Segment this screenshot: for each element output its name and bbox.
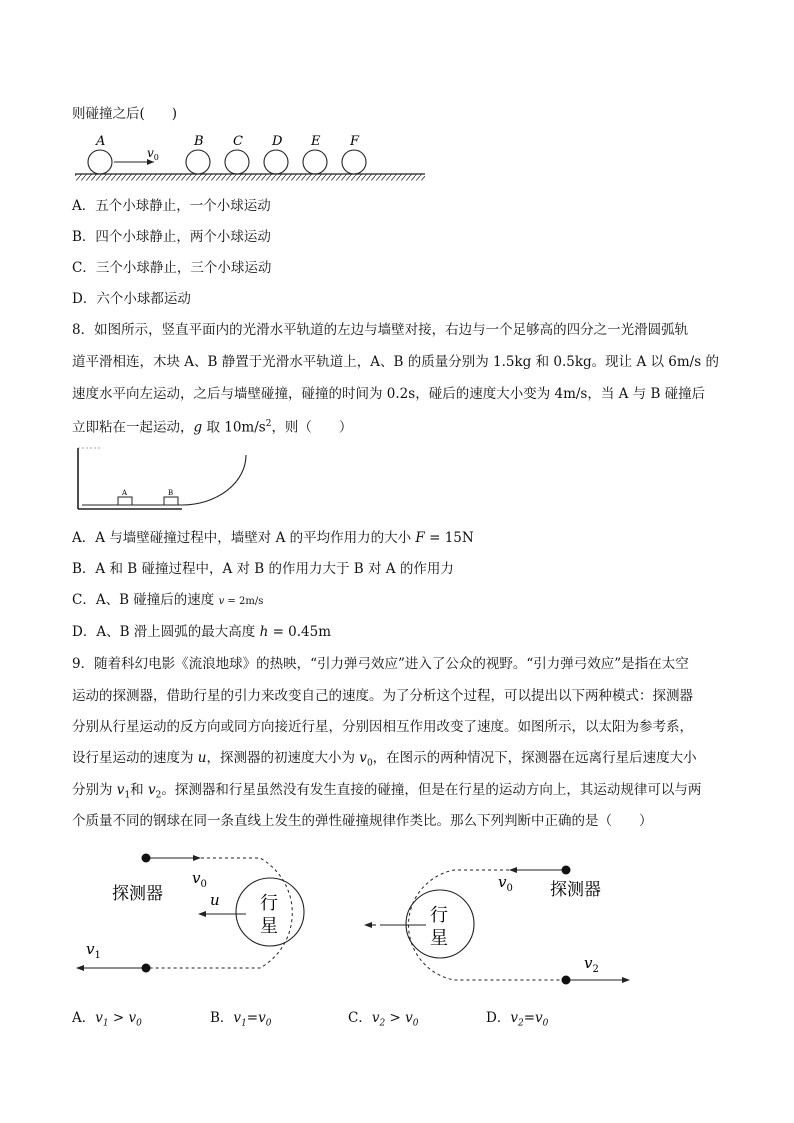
q9-option-c-v0: v xyxy=(405,1010,413,1026)
ball-label-c: C xyxy=(233,134,243,149)
planet-label-left-1: 行 xyxy=(260,893,278,914)
q9-option-b xyxy=(210,1008,271,1034)
ball-c xyxy=(225,150,249,174)
v0-label: $v_0$ xyxy=(147,146,159,162)
q9-line-3: 分别从行星运动的反方向或同方向接近行星，分别因相互作用改变了速度。如图所示，以太阳为参考系， xyxy=(72,719,693,735)
planet-label-left-2: 星 xyxy=(260,916,278,937)
q9-option-d-sub: 2 xyxy=(517,1018,524,1029)
probe-end-dot-left xyxy=(142,964,151,973)
ball-a xyxy=(88,150,112,174)
q7-option-b: B．四个小球静止，两个小球运动 xyxy=(72,229,271,245)
ball-d xyxy=(264,150,288,174)
q7-figure-balls xyxy=(70,128,430,184)
q9-option-c-letter: C． xyxy=(348,1010,372,1026)
q8-option-c-text: C．A、B 碰撞后的速度 xyxy=(72,592,219,608)
q9-option-a-v: v xyxy=(95,1010,103,1026)
q9-v2-symbol: v xyxy=(147,782,156,798)
q9-option-c xyxy=(348,1008,419,1034)
q9-line-4-c: ，在图示的两种情况下，探测器在远离行星后速度大小 xyxy=(372,750,697,766)
q9-figure-left xyxy=(70,842,360,990)
u-label-left: u xyxy=(210,891,220,909)
ball-label-d: D xyxy=(272,134,283,149)
q8-line-4-b: 取 10m/s xyxy=(202,419,266,436)
q8-option-d-text: D．A、B 滑上圆弧的最大高度 xyxy=(72,624,260,640)
q9-option-a-sub0: 0 xyxy=(136,1018,142,1029)
q8-option-c-symbol: v xyxy=(218,596,225,607)
q9-option-b-sub0: 0 xyxy=(265,1018,272,1029)
q9-line-4 xyxy=(72,748,697,774)
block-b xyxy=(164,497,178,505)
ball-e xyxy=(303,150,327,174)
ball-label-a: A xyxy=(96,134,106,149)
q8-option-a-symbol: F xyxy=(415,530,425,546)
v2-arrowhead xyxy=(622,977,630,983)
q8-line-4-c: ，则（ ） xyxy=(271,419,353,436)
q9-option-a-letter: A． xyxy=(72,1010,96,1026)
q9-figure-right xyxy=(380,842,650,990)
q9-option-d-v0: v xyxy=(535,1010,543,1026)
q8-line-4-sup: 2 xyxy=(265,419,272,429)
q9-option-c-v: v xyxy=(371,1010,380,1026)
q9-option-a-v0: v xyxy=(128,1010,137,1026)
q9-option-c-sub0: 0 xyxy=(412,1018,419,1029)
q8-option-a-text: A．A 与墙壁碰撞过程中，墙壁对 A 的平均作用力的大小 xyxy=(72,530,416,546)
q7-option-a: A．五个小球静止，一个小球运动 xyxy=(72,198,271,214)
q8-line-1: 8．如图所示，竖直平面内的光滑水平轨道的左边与墙壁对接，右边与一个足够高的四分之一光滑圆弧轨 xyxy=(72,322,689,338)
v0-arrowhead-left xyxy=(193,855,201,861)
q8-option-b: B．A 和 B 碰撞过程中，A 对 B 的作用力大于 B 对 A 的作用力 xyxy=(72,561,454,577)
q9-v1-sub: 1 xyxy=(124,790,131,801)
q8-line-4 xyxy=(72,414,352,438)
q9-option-d-letter: D． xyxy=(486,1010,511,1026)
q9-option-a-rel: > xyxy=(108,1010,129,1026)
ball-label-f: F xyxy=(350,134,360,149)
q9-option-b-sub: 1 xyxy=(241,1018,247,1029)
q7-option-d: D．六个小球都运动 xyxy=(72,291,191,307)
q9-line-6: 个质量不同的钢球在同一条直线上发生的弹性碰撞规律作类比。那么下列判断中正确的是（ ） xyxy=(72,813,653,829)
q9-u-symbol: u xyxy=(197,750,207,766)
u-arrowhead-left xyxy=(198,911,206,917)
u-arrowhead-right xyxy=(360,917,376,933)
q9-option-c-rel: > xyxy=(385,1010,406,1026)
q9-line-5-b: 和 xyxy=(130,782,148,798)
ground-hatch xyxy=(75,175,425,181)
q8-option-a xyxy=(72,528,474,548)
q8-option-d-value: = 0.45m xyxy=(268,624,332,640)
q9-option-d xyxy=(486,1008,548,1034)
probe-start-dot-right xyxy=(562,866,571,875)
q9-v2-sub: 2 xyxy=(155,790,162,801)
q8-line-2: 道平滑相连，木块 A、B 静置于光滑水平轨道上，A、B 的质量分别为 1.5kg 和 0.5kg。现让 A 以 6m/s 的 xyxy=(72,354,719,370)
q9-option-d-v: v xyxy=(510,1010,518,1026)
probe-end-dot-right xyxy=(562,976,571,985)
q9-option-d-sub0: 0 xyxy=(542,1018,549,1029)
q8-line-3: 速度水平向左运动，之后与墙壁碰撞，碰撞的时间为 0.2s，碰后的速度大小变为 4m/s，当 A 与 B 碰撞后 xyxy=(72,386,706,402)
q9-v0-sub: 0 xyxy=(366,758,373,769)
q9-option-d-rel: = xyxy=(523,1010,536,1026)
v0-label-right: $v_0$ xyxy=(498,873,513,894)
q8-g-symbol: g xyxy=(193,419,203,436)
probe-start-dot xyxy=(142,854,151,863)
probe-label-left: 探测器 xyxy=(112,884,163,904)
planet-label-right-1: 行 xyxy=(430,905,448,926)
ball-f xyxy=(342,150,366,174)
q9-option-a-sub: 1 xyxy=(102,1018,109,1029)
quarter-arc xyxy=(182,455,246,505)
block-a xyxy=(118,497,132,505)
ball-label-b: B xyxy=(194,134,204,149)
v1-arrowhead xyxy=(76,965,84,971)
q8-option-d-symbol: h xyxy=(259,624,269,640)
q7-stem-tail: 则碰撞之后( ) xyxy=(72,106,178,122)
block-b-label: B xyxy=(168,489,174,497)
q8-figure-track xyxy=(70,446,255,512)
q9-option-a xyxy=(72,1008,142,1034)
q8-option-c xyxy=(72,590,263,612)
q8-option-c-value: = 2m/s xyxy=(224,596,264,607)
q9-line-4-b: ，探测器的初速度大小为 xyxy=(206,750,360,766)
ball-label-e: E xyxy=(311,134,321,149)
q9-line-1: 9．随着科幻电影《流浪地球》的热映，“引力弹弓效应”进入了公众的视野。“引力弹弓效应”是指在太空 xyxy=(72,656,689,672)
probe-label-right: 探测器 xyxy=(550,880,601,900)
v1-label: $v_1$ xyxy=(86,940,101,961)
ball-b xyxy=(186,150,210,174)
q9-option-b-v: v xyxy=(233,1010,242,1026)
v0-label-left: $v_0$ xyxy=(192,869,207,890)
q9-v1-symbol: v xyxy=(116,782,125,798)
q9-line-5-a: 分别为 xyxy=(72,782,117,798)
q7-option-c: C．三个小球静止，三个小球运动 xyxy=(72,260,272,276)
q9-option-b-letter: B． xyxy=(210,1010,234,1026)
q9-line-5-c: 。探测器和行星虽然没有发生直接的碰撞，但是在行星的运动方向上，其运动规律可以与两 xyxy=(161,782,702,798)
q8-option-d xyxy=(72,622,331,642)
q9-option-c-sub: 2 xyxy=(379,1018,386,1029)
q9-option-b-rel: = xyxy=(246,1010,259,1026)
v0-arrowhead-right xyxy=(509,867,517,873)
planet-label-right-2: 星 xyxy=(430,928,448,949)
q9-v0-symbol: v xyxy=(359,750,367,766)
q8-option-a-value: = 15N xyxy=(424,530,474,546)
q8-line-4-a: 立即粘在一起运动， xyxy=(72,419,194,436)
block-a-label: A xyxy=(122,489,128,497)
q9-option-b-v0: v xyxy=(258,1010,266,1026)
q9-line-4-a: 设行星运动的速度为 xyxy=(72,750,198,766)
v2-label: $v_2$ xyxy=(584,954,599,975)
q9-line-5 xyxy=(72,780,701,806)
q9-line-2: 运动的探测器，借助行星的引力来改变自己的速度。为了分析这个过程，可以提出以下两种模式：探测器 xyxy=(72,688,693,704)
